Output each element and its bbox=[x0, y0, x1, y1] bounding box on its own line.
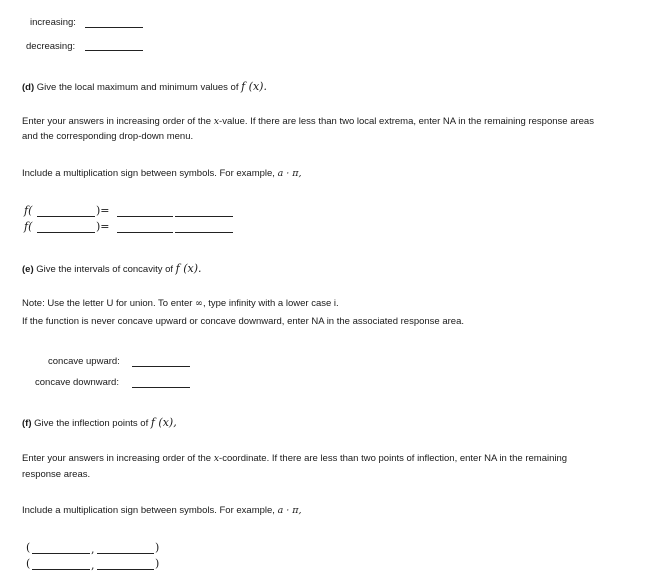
infinity-symbol: ∞ bbox=[195, 298, 203, 309]
part-d-instructions-line2: and the corresponding drop-down menu. bbox=[22, 131, 194, 142]
part-d-question bbox=[22, 80, 267, 93]
part-d-mult-note bbox=[22, 168, 302, 179]
part-d-mult-text: Include a multiplication sign between symbols. For example, bbox=[22, 168, 275, 179]
part-d-instr-var: x bbox=[213, 116, 220, 127]
part-d-instr-rest: -value. If there are less than two local extrema, enter NA in the remaining response areas bbox=[219, 116, 594, 127]
part-e-prefix: (e) bbox=[22, 264, 34, 275]
extrema-2-equals: )= bbox=[96, 220, 110, 233]
part-d-instr-text: Enter your answers in increasing order of the bbox=[22, 116, 212, 127]
concave-down-label: concave downward: bbox=[35, 377, 119, 388]
part-f-instructions-line1 bbox=[22, 453, 567, 464]
extrema-1-type-dropdown[interactable] bbox=[175, 216, 233, 217]
part-e-note-line2: If the function is never concave upward or concave downward, enter NA in the associated response area. bbox=[22, 316, 465, 327]
part-f-instr-var: x bbox=[213, 453, 220, 464]
part-f-mult-example: a · π, bbox=[277, 505, 302, 516]
part-f-func: f (x), bbox=[150, 416, 177, 429]
inflection-2-x-input[interactable] bbox=[32, 569, 90, 570]
part-f-prefix: (f) bbox=[22, 418, 32, 429]
concave-up-input[interactable] bbox=[132, 366, 190, 367]
concave-up-label: concave upward: bbox=[48, 356, 120, 367]
part-f-mult-note bbox=[22, 505, 302, 516]
extrema-2-f-symbol: f( bbox=[24, 220, 33, 233]
part-d-question-text: Give the local maximum and minimum values of bbox=[36, 82, 239, 93]
part-e-func: f (x). bbox=[175, 262, 202, 275]
decreasing-label: decreasing: bbox=[26, 41, 76, 52]
concave-down-input[interactable] bbox=[132, 387, 190, 388]
part-e-question bbox=[22, 262, 202, 275]
extrema-1-f-symbol: f( bbox=[24, 204, 33, 217]
part-d-mult-example: a · π, bbox=[277, 168, 302, 179]
part-d-prefix: (d) bbox=[22, 82, 35, 93]
part-f-instr-rest: -coordinate. If there are less than two points of inflection, enter NA in the remaining bbox=[219, 453, 568, 464]
part-f-question bbox=[22, 416, 177, 429]
extrema-2-x-input[interactable] bbox=[37, 232, 95, 233]
inflection-1-comma: , bbox=[91, 543, 95, 556]
inflection-2-open-paren: ( bbox=[26, 557, 31, 570]
part-d-instructions-line1 bbox=[22, 116, 594, 127]
increasing-label: increasing: bbox=[30, 17, 76, 28]
inflection-1-y-input[interactable] bbox=[97, 553, 154, 554]
extrema-1-x-input[interactable] bbox=[37, 216, 95, 217]
extrema-2-value-input[interactable] bbox=[117, 232, 173, 233]
part-f-instr-text: Enter your answers in increasing order of the bbox=[22, 453, 212, 464]
part-e-note-text: Note: Use the letter U for union. To enter bbox=[22, 298, 193, 309]
decreasing-input[interactable] bbox=[85, 50, 143, 51]
part-f-instructions-line2: response areas. bbox=[22, 469, 91, 480]
increasing-input[interactable] bbox=[85, 27, 143, 28]
inflection-2-y-input[interactable] bbox=[97, 569, 154, 570]
extrema-2-type-dropdown[interactable] bbox=[175, 232, 233, 233]
part-e-note-line1 bbox=[22, 298, 339, 309]
extrema-1-value-input[interactable] bbox=[117, 216, 173, 217]
inflection-1-x-input[interactable] bbox=[32, 553, 90, 554]
part-e-note-rest: , type infinity with a lower case i. bbox=[202, 298, 339, 309]
part-d-func: f (x). bbox=[241, 80, 267, 93]
extrema-1-equals: )= bbox=[96, 204, 110, 217]
inflection-1-close-paren: ) bbox=[155, 541, 160, 554]
part-f-question-text: Give the inflection points of bbox=[34, 418, 149, 429]
inflection-2-comma: , bbox=[91, 559, 95, 572]
part-e-question-text: Give the intervals of concavity of bbox=[36, 264, 174, 275]
inflection-1-open-paren: ( bbox=[26, 541, 31, 554]
part-f-mult-text: Include a multiplication sign between symbols. For example, bbox=[22, 505, 275, 516]
inflection-2-close-paren: ) bbox=[155, 557, 160, 570]
